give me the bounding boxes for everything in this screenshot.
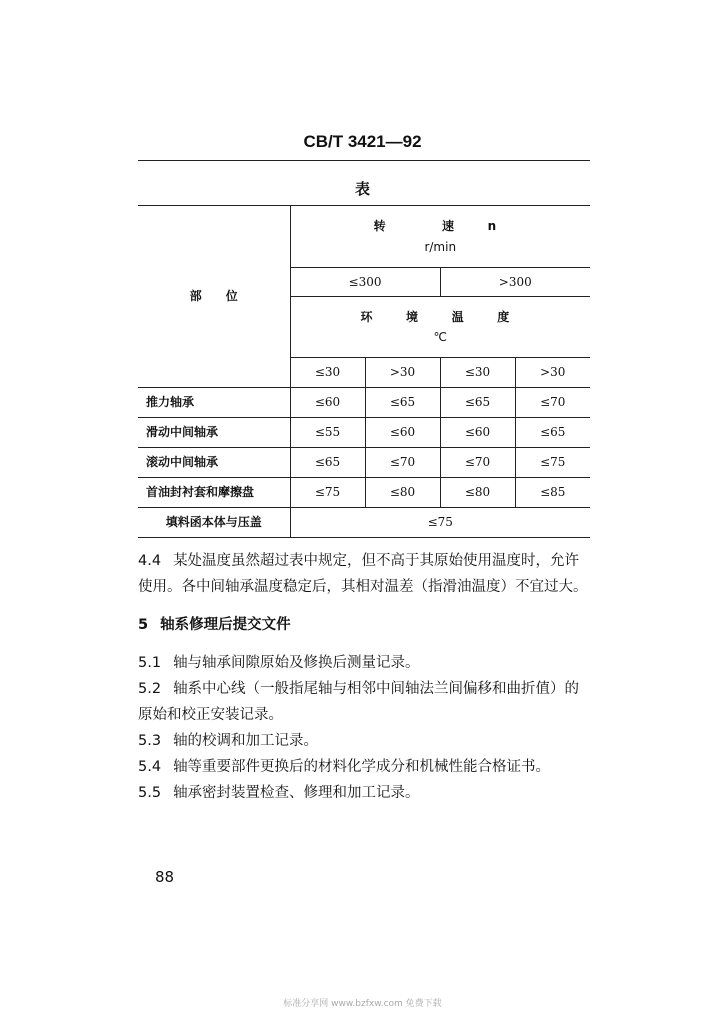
speed-group-low: ≤300	[290, 268, 440, 297]
row-part: 滚动中间轴承	[138, 448, 290, 478]
clause-number: 5.4	[138, 759, 162, 775]
section-5-heading	[138, 612, 593, 638]
item-5-5	[138, 780, 593, 806]
temperature-table	[138, 205, 590, 538]
row-value: ≤60	[290, 388, 365, 418]
clause-text: 轴的校调和加工记录。	[173, 733, 319, 749]
row-value: ≤60	[365, 418, 440, 448]
row-value: ≤85	[515, 478, 590, 508]
row-value: ≤65	[365, 388, 440, 418]
clause-number: 4.4	[138, 553, 162, 569]
body-text	[138, 548, 593, 806]
header-rule	[138, 160, 590, 161]
row-value: ≤80	[440, 478, 515, 508]
section-number: 5	[138, 617, 149, 633]
temp-col: ≤30	[290, 358, 365, 388]
clause-text: 某处温度虽然超过表中规定，但不高于其原始使用温度时，允许使用。各中间轴承温度稳定后，其相对温差（指滑油温度）不宜过大。	[138, 553, 588, 595]
table-row	[138, 478, 590, 508]
table-row	[138, 508, 590, 538]
clause-number: 5.3	[138, 733, 162, 749]
watermark-footer: 标准分享网 www.bzfxw.com 免费下载	[283, 999, 442, 1009]
clause-number: 5.5	[138, 785, 162, 801]
row-part: 推力轴承	[138, 388, 290, 418]
row-value: ≤60	[440, 418, 515, 448]
temp-col: >30	[515, 358, 590, 388]
clause-text: 轴系中心线（一般指尾轴与相邻中间轴法兰间偏移和曲折值）的原始和校正安装记录。	[138, 681, 580, 723]
table-row	[138, 388, 590, 418]
table-title: 表	[354, 180, 370, 198]
row-part: 首油封衬套和摩擦盘	[138, 478, 290, 508]
temperature-unit: ℃	[433, 330, 447, 344]
item-5-3	[138, 728, 593, 754]
page-number: 88	[155, 868, 175, 886]
row-value: ≤80	[365, 478, 440, 508]
item-5-1	[138, 650, 593, 676]
clause-text: 轴等重要部件更换后的材料化学成分和机械性能合格证书。	[173, 759, 551, 775]
row-value: ≤70	[440, 448, 515, 478]
table-row	[138, 418, 590, 448]
row-value-merged: ≤75	[290, 508, 590, 538]
item-5-2	[138, 676, 593, 728]
row-part: 填料函本体与压盖	[138, 508, 290, 538]
temp-col: ≤30	[440, 358, 515, 388]
row-value: ≤75	[290, 478, 365, 508]
row-value: ≤70	[515, 388, 590, 418]
clause-number: 5.2	[138, 681, 162, 697]
table-row	[138, 448, 590, 478]
item-5-4	[138, 754, 593, 780]
speed-header: 转 速 n r/min	[290, 206, 590, 268]
clause-number: 5.1	[138, 655, 162, 671]
section-title: 轴系修理后提交文件	[160, 617, 291, 633]
row-part: 滑动中间轴承	[138, 418, 290, 448]
standard-code: CB/T 3421—92	[303, 132, 422, 151]
row-value: ≤65	[440, 388, 515, 418]
speed-unit: r/min	[424, 239, 457, 254]
part-column-header: 部 位	[138, 206, 290, 388]
row-value: ≤75	[515, 448, 590, 478]
row-value: ≤70	[365, 448, 440, 478]
clause-text: 轴承密封装置检查、修理和加工记录。	[173, 785, 420, 801]
row-value: ≤65	[290, 448, 365, 478]
paragraph-4-4	[138, 548, 593, 600]
temp-col: >30	[365, 358, 440, 388]
row-value: ≤55	[290, 418, 365, 448]
speed-group-high: >300	[440, 268, 590, 297]
temperature-header: 环 境 温 度 ℃	[290, 297, 590, 358]
clause-text: 轴与轴承间隙原始及修换后测量记录。	[173, 655, 420, 671]
row-value: ≤65	[515, 418, 590, 448]
